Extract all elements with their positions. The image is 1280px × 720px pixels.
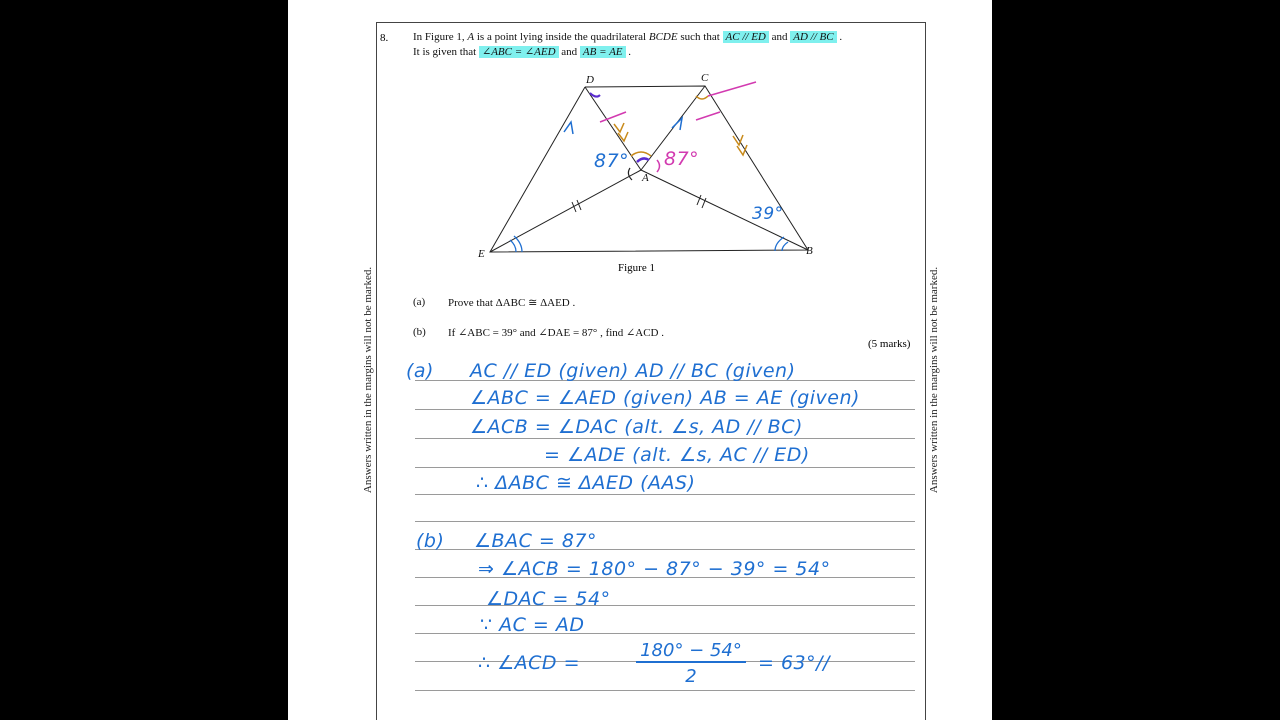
figure-caption: Figure 1 xyxy=(618,262,655,274)
label-c: C xyxy=(701,72,709,84)
question-line-1: In Figure 1, A is a point lying inside the quadrilateral BCDE such that AC // ED and AD // BC . xyxy=(413,31,843,43)
ruled-line xyxy=(415,438,915,439)
part-a-text: Prove that ΔABC ≅ ΔAED . xyxy=(448,297,576,309)
ruled-line xyxy=(415,409,915,410)
answer-a-line-1: AC // ED (given) AD // BC (given) xyxy=(470,360,796,382)
margin-note-right: Answers written in the margins will not be marked. xyxy=(928,266,941,494)
answer-b-line-1: ∠BAC = 87° xyxy=(474,530,598,552)
highlight-angle-equal: ∠ABC = ∠AED xyxy=(479,46,559,58)
label-d: D xyxy=(586,74,594,86)
part-b-label: (b) xyxy=(413,326,426,338)
highlight-ad-parallel-bc: AD // BC xyxy=(790,31,836,43)
answer-b-line-5b: = 63°// xyxy=(758,652,830,674)
answer-a-line-5: ∴ ΔABC ≅ ΔAED (AAS) xyxy=(476,472,696,494)
ruled-line xyxy=(415,690,915,691)
highlight-ab-equal-ae: AB = AE xyxy=(580,46,626,58)
answer-a-line-2: ∠ABC = ∠AED (given) AB = AE (given) xyxy=(470,387,860,409)
label-e: E xyxy=(478,248,485,260)
ruled-line xyxy=(415,467,915,468)
answer-b-line-3: ∠DAC = 54° xyxy=(486,588,611,610)
part-a-label: (a) xyxy=(413,296,426,308)
answer-b-line-4: ∵ AC = AD xyxy=(480,614,585,636)
annotation-39: 39° xyxy=(752,204,784,224)
fraction-denominator: 2 xyxy=(685,666,697,687)
ruled-line xyxy=(415,521,915,522)
fraction-numerator: 180° − 54° xyxy=(636,640,746,663)
annotation-87-left: 87° xyxy=(594,150,630,172)
margin-note-left: Answers written in the margins will not be marked. xyxy=(362,266,375,494)
question-line-2: It is given that ∠ABC = ∠AED and AB = AE . xyxy=(413,46,632,58)
answer-b-line-5a: ∴ ∠ACD = xyxy=(478,652,581,674)
marks-label: (5 marks) xyxy=(868,338,911,350)
exam-page xyxy=(288,0,992,720)
answer-b-label: (b) xyxy=(416,530,445,552)
answer-a-label: (a) xyxy=(406,360,434,382)
answer-b-line-2: ⇒ ∠ACB = 180° − 87° − 39° = 54° xyxy=(478,558,831,580)
label-b: B xyxy=(806,245,813,257)
ruled-line xyxy=(415,494,915,495)
highlight-ac-parallel-ed: AC // ED xyxy=(723,31,769,43)
question-number: 8. xyxy=(380,32,389,44)
part-b-text: If ∠ABC = 39° and ∠DAE = 87° , find ∠ACD . xyxy=(448,327,664,339)
label-a: A xyxy=(642,172,649,184)
annotation-87-right: 87° xyxy=(664,148,700,170)
answer-a-line-4: = ∠ADE (alt. ∠s, AC // ED) xyxy=(544,444,810,466)
answer-a-line-3: ∠ACB = ∠DAC (alt. ∠s, AD // BC) xyxy=(470,416,803,438)
